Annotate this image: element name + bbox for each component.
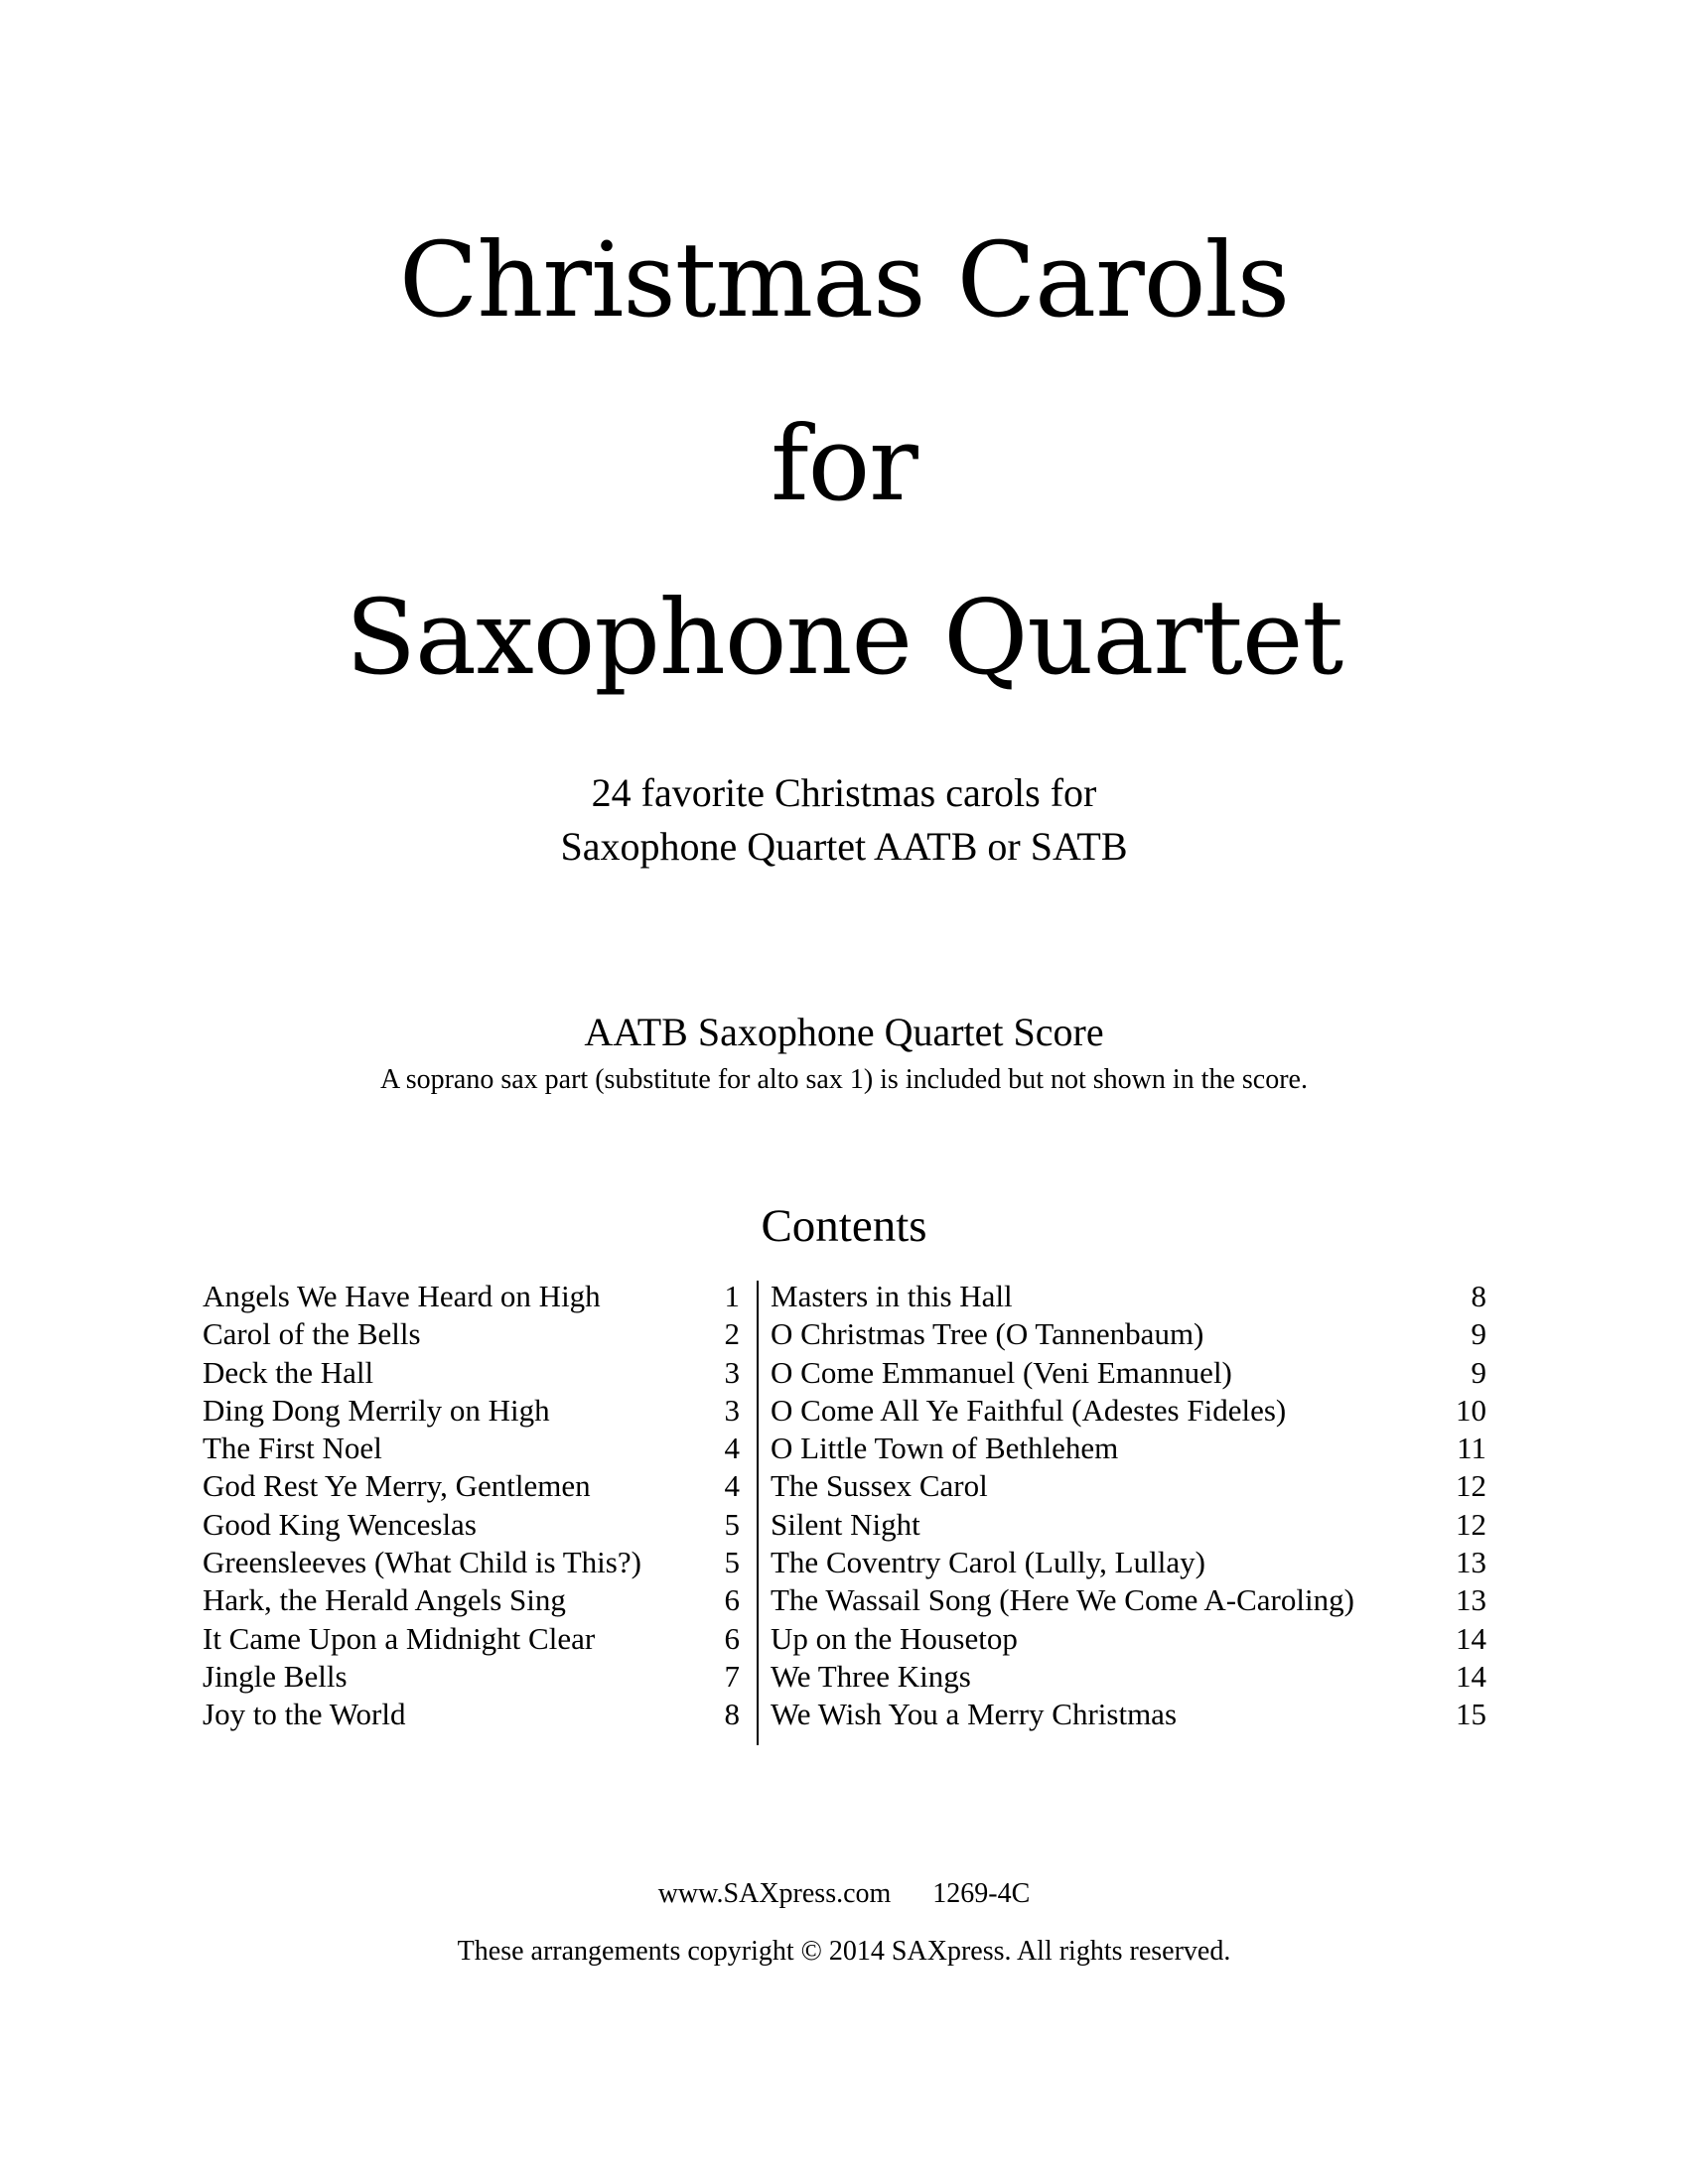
contents-entry-title: The First Noel [203,1431,382,1466]
title-line-2: for [771,403,917,524]
contents-entry-title: Jingle Bells [203,1658,348,1694]
contents-entry-title: O Come Emmanuel (Veni Emannuel) [771,1354,1232,1390]
contents-divider [757,1281,759,1745]
contents-entry [203,1354,740,1392]
contents-entry [203,1658,740,1696]
contents-entry-page: 14 [1456,1658,1486,1694]
contents-entry [771,1544,1486,1581]
contents-entry-title: The Wassail Song (Here We Come A-Caroling) [771,1582,1354,1618]
contents-entry-page: 11 [1457,1431,1486,1466]
contents-entry-page: 14 [1456,1620,1486,1656]
contents-entry [771,1620,1486,1658]
score-heading: AATB Saxophone Quartet Score [584,1010,1104,1054]
contents-entry-page: 9 [1471,1354,1486,1390]
contents-entry [203,1544,740,1581]
contents-entry-page: 3 [724,1392,740,1428]
contents-heading: Contents [761,1200,927,1252]
contents-entry [771,1430,1486,1467]
contents-entry [203,1581,740,1619]
contents-entry [771,1581,1486,1619]
contents-entry-page: 8 [724,1697,740,1732]
contents-entry [771,1506,1486,1544]
contents-entry-page: 13 [1456,1582,1486,1618]
contents-entry-page: 1 [724,1279,740,1313]
contents-entry-title: Greensleeves (What Child is This?) [203,1545,641,1580]
contents-entry-title: We Wish You a Merry Christmas [771,1697,1178,1732]
score-note: A soprano sax part (substitute for alto sax 1) is included but not shown in the score. [380,1064,1308,1095]
contents-entry [771,1278,1486,1315]
contents-entry-title: Joy to the World [203,1697,406,1732]
contents-entry-title: Silent Night [771,1506,920,1542]
contents-entry [771,1392,1486,1430]
footer-publisher-line [0,1876,1688,1912]
contents-entry-title: Good King Wenceslas [203,1506,477,1542]
title-line-3: Saxophone Quartet [345,577,1343,698]
contents-entry-title: God Rest Ye Merry, Gentlemen [203,1468,591,1504]
contents-entry [203,1467,740,1505]
contents-entry-title: O Come All Ye Faithful (Adestes Fideles) [771,1392,1287,1428]
contents-entry-page: 5 [724,1506,740,1542]
contents-entry-title: Angels We Have Heard on High [203,1279,601,1313]
contents-entry-page: 15 [1456,1697,1486,1732]
contents-entry-title: Masters in this Hall [771,1279,1013,1313]
contents-entry [203,1696,740,1733]
contents-right-column [771,1278,1486,1734]
contents-entry-page: 12 [1456,1506,1486,1542]
contents-entry-page: 6 [724,1620,740,1656]
contents-entry [771,1354,1486,1392]
contents-entry-title: The Sussex Carol [771,1468,988,1504]
contents-entry-page: 6 [724,1582,740,1618]
contents-entry-title: We Three Kings [771,1658,971,1694]
contents-entry-page: 13 [1456,1545,1486,1580]
subtitle-line-1: 24 favorite Christmas carols for [591,770,1097,815]
contents-entry [771,1658,1486,1696]
contents-entry-title: Ding Dong Merrily on High [203,1392,550,1428]
contents-entry [771,1696,1486,1733]
contents-entry-page: 10 [1456,1392,1486,1428]
contents-entry-title: Deck the Hall [203,1354,374,1390]
contents-entry-page: 4 [724,1431,740,1466]
contents-entry-title: Up on the Housetop [771,1620,1018,1656]
subtitle-line-2: Saxophone Quartet AATB or SATB [560,824,1128,869]
contents-entry [203,1392,740,1430]
contents-entry [203,1315,740,1353]
contents-entry [771,1315,1486,1353]
contents-entry-page: 8 [1471,1279,1486,1313]
contents-entry-page: 2 [724,1316,740,1352]
contents-entry-page: 12 [1456,1468,1486,1504]
contents-entry-page: 9 [1471,1316,1486,1352]
footer-website: www.SAXpress.com [657,1878,892,1909]
contents-left-column [203,1278,740,1734]
footer-catalog-code: 1269-4C [932,1878,1031,1909]
contents-entry [771,1467,1486,1505]
title-line-1: Christmas Carols [398,219,1290,341]
contents-entry-page: 7 [724,1658,740,1694]
contents-entry-title: Carol of the Bells [203,1316,421,1352]
contents-entry [203,1278,740,1315]
contents-entry [203,1430,740,1467]
contents-entry-page: 3 [724,1354,740,1390]
contents-entry [203,1506,740,1544]
contents-entry-title: O Little Town of Bethlehem [771,1431,1119,1466]
contents-entry-title: Hark, the Herald Angels Sing [203,1582,566,1618]
contents-entry [203,1620,740,1658]
contents-entry-title: It Came Upon a Midnight Clear [203,1620,596,1656]
contents-entry-title: O Christmas Tree (O Tannenbaum) [771,1316,1204,1352]
contents-entry-page: 4 [724,1468,740,1504]
contents-entry-page: 5 [724,1545,740,1580]
contents-entry-title: The Coventry Carol (Lully, Lullay) [771,1545,1205,1580]
footer-copyright: These arrangements copyright © 2014 SAXpress. All rights reserved. [457,1936,1231,1967]
